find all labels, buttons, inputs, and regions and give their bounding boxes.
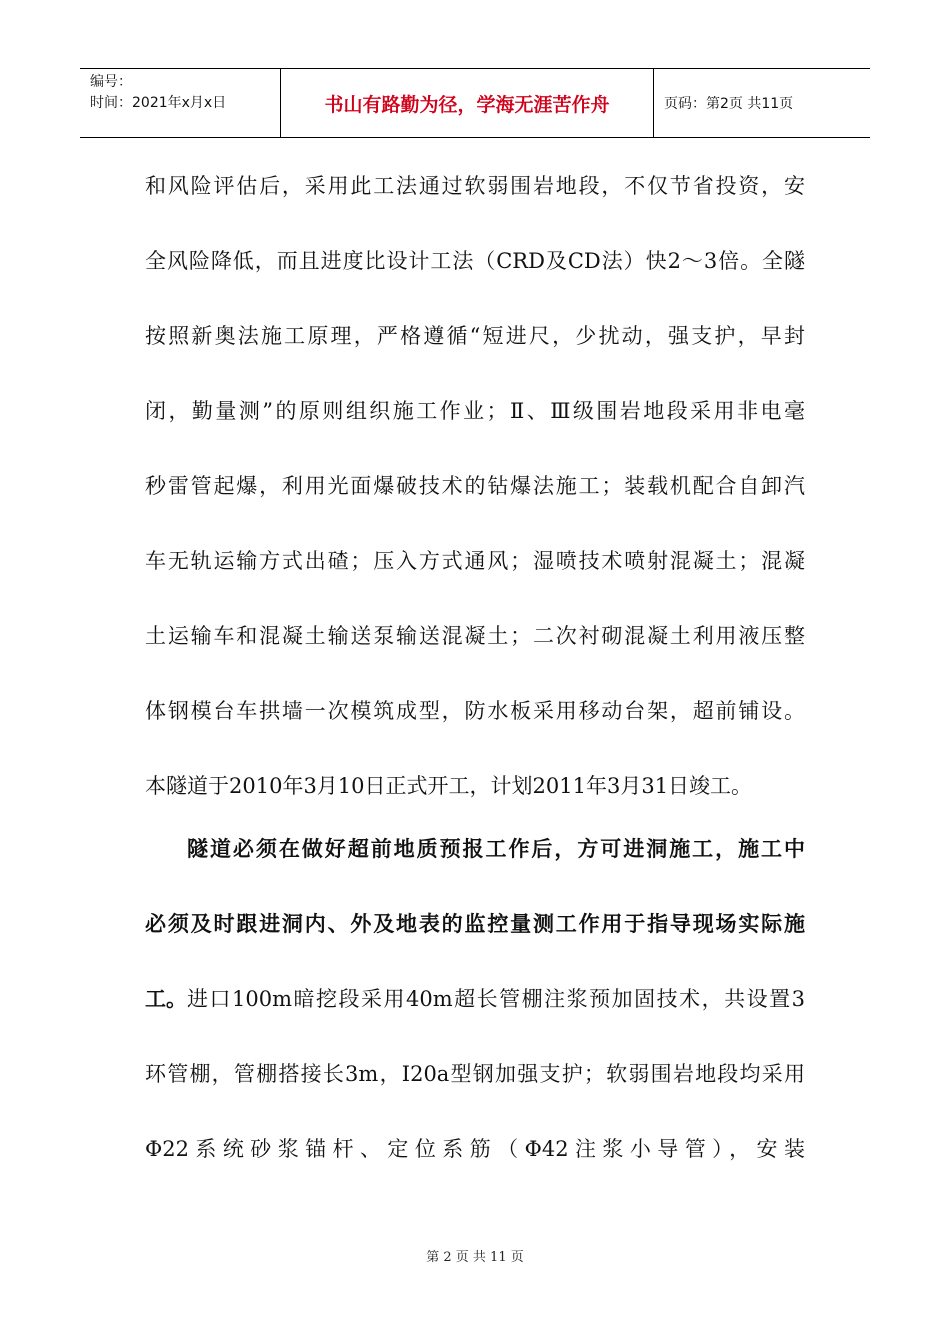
header-meta [80, 69, 280, 137]
text-line-mixed [145, 983, 805, 1013]
text-run-bold: 工。 [145, 986, 187, 1011]
text-line-bold: 必须及时跟进洞内、外及地表的监控量测工作用于指导现场实际施 [145, 911, 805, 936]
text-line-bold: 隧道必须在做好超前地质预报工作后，方可进洞施工，施工中 [187, 836, 805, 861]
text-run: 进口100m暗挖段采用40m超长管棚注浆预加固技术，共设置3 [187, 987, 805, 1011]
text-line: 环管棚，管棚搭接长3m，I20a型钢加强支护；软弱围岩地段均采用 [145, 1062, 805, 1086]
page-header [80, 68, 870, 138]
header-page-info: 页码：第2页 共11页 [664, 96, 794, 112]
text-line: Φ22系统砂浆锚杆、定位系筋（Φ42注浆小导管），安装 [145, 1137, 805, 1161]
text-line: 本隧道于2010年3月10日正式开工，计划2011年3月31日竣工。 [145, 774, 753, 798]
text-line: 体钢模台车拱墙一次模筑成型，防水板采用移动台架，超前铺设。 [145, 699, 805, 723]
time-label: 时间：2021年x月x日 [90, 95, 227, 111]
text-line: 车无轨运输方式出碴；压入方式通风；湿喷技术喷射混凝土；混凝 [145, 549, 805, 573]
text-line: 全风险降低，而且进度比设计工法（CRD及CD法）快2～3倍。全隧 [145, 249, 805, 273]
header-motto: 书山有路勤为径，学海无涯苦作舟 [280, 69, 654, 137]
text-line: 闭，勤量测”的原则组织施工作业；Ⅱ、Ⅲ级围岩地段采用非电毫 [145, 399, 805, 423]
text-line: 和风险评估后，采用此工法通过软弱围岩地段，不仅节省投资，安 [145, 174, 805, 198]
text-line: 按照新奥法施工原理，严格遵循“短进尺，少扰动，强支护，早封 [145, 324, 805, 348]
text-line: 秒雷管起爆，利用光面爆破技术的钻爆法施工；装载机配合自卸汽 [145, 474, 805, 498]
page-footer: 第 2 页 共 11 页 [426, 1250, 524, 1265]
text-line: 土运输车和混凝土输送泵输送混凝土；二次衬砌混凝土利用液压整 [145, 624, 805, 648]
number-label: 编号： [90, 74, 132, 90]
